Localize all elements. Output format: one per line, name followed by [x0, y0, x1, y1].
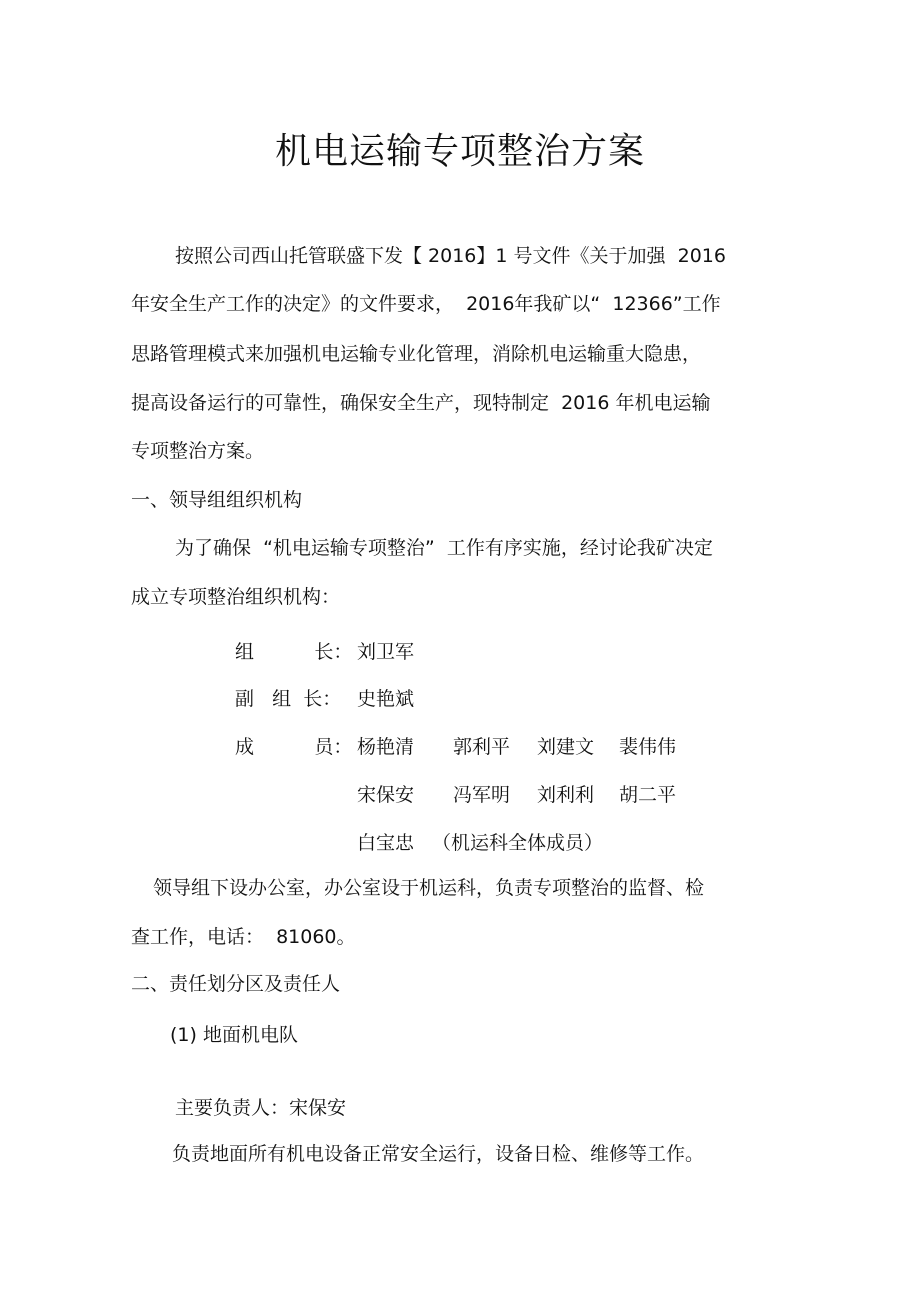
member-name: 冯军明	[453, 784, 511, 806]
roster-members-row-2	[0, 781, 920, 809]
member-name: 刘利利	[537, 784, 595, 806]
intro-line-5: 专项整治方案。	[131, 440, 265, 462]
subsection-1-title: (1) 地面机电队	[170, 1024, 298, 1046]
intro-line-2: 年安全生产工作的决定》的文件要求， 2016年我矿以“ 12366”工作	[131, 293, 721, 315]
office-line-1: 领导组下设办公室，办公室设于机运科，负责专项整治的监督、检	[153, 877, 705, 899]
section-2-heading: 二、责任划分区及责任人	[131, 973, 341, 995]
member-name: 郭利平	[453, 736, 511, 758]
member-name: 白宝忠	[357, 832, 415, 854]
member-name: 杨艳清	[357, 736, 415, 758]
intro-line-1: 按照公司西山托管联盛下发【 2016】1 号文件《关于加强 2016	[175, 245, 726, 267]
intro-line-3: 思路管理模式来加强机电运输专业化管理，消除机电运输重大隐患，	[131, 343, 702, 365]
members-label: 成 员：	[235, 736, 353, 758]
document-title: 机电运输专项整治方案	[274, 131, 645, 172]
deputy-name: 史艳斌	[357, 688, 415, 710]
section-1-heading: 一、领导组组织机构	[131, 489, 303, 511]
subsection-1-person: 主要负责人：宋保安	[175, 1097, 347, 1119]
roster-members-row-1	[0, 733, 920, 761]
section-1-para-line-2: 成立专项整治组织机构：	[131, 586, 341, 608]
member-name: 刘建文	[537, 736, 595, 758]
office-line-2: 查工作，电话： 81060。	[131, 926, 356, 948]
deputy-label: 副 组 长：	[235, 688, 342, 710]
section-1-para-line-1: 为了确保 “机电运输专项整治” 工作有序实施，经讨论我矿决定	[175, 537, 713, 559]
members-note: （机运科全体成员）	[432, 832, 604, 854]
intro-line-4: 提高设备运行的可靠性，确保安全生产，现特制定 2016 年机电运输	[131, 392, 711, 414]
member-name: 裴伟伟	[619, 736, 677, 758]
roster-leader-row	[0, 638, 920, 666]
roster-members-row-3	[0, 829, 920, 857]
leader-label: 组 长：	[235, 641, 353, 663]
leader-name: 刘卫军	[357, 641, 415, 663]
subsection-1-duty: 负责地面所有机电设备正常安全运行，设备日检、维修等工作。	[172, 1143, 705, 1165]
member-name: 宋保安	[357, 784, 415, 806]
member-name: 胡二平	[619, 784, 677, 806]
roster-deputy-row	[0, 685, 920, 713]
